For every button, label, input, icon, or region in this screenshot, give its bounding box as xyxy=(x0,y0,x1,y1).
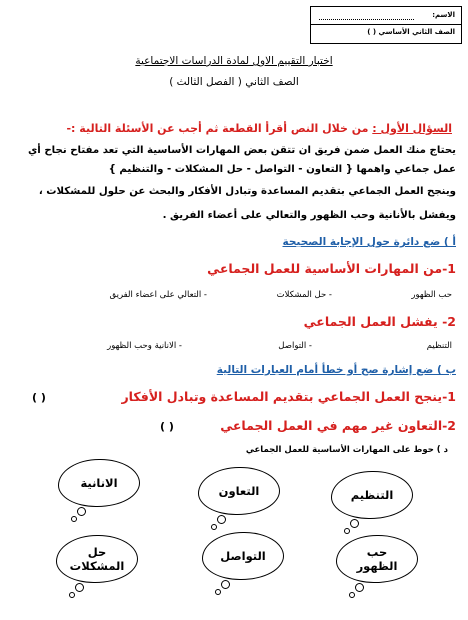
part-b-heading: ب ) ضع إشارة صح أو خطأ أمام العبارات التالية xyxy=(216,364,456,376)
cloud-option[interactable]: حب الظهور xyxy=(336,535,418,583)
option[interactable]: التنظيم xyxy=(426,341,452,351)
exam-title: اختبار التقييم الاول لمادة الدراسات الاجتماعية xyxy=(135,55,333,67)
exam-subtitle: الصف الثاني ( الفصل الثالث ) xyxy=(169,76,299,88)
part-a-question-2: 2- يفشل العمل الجماعي xyxy=(303,314,456,329)
part-a-q2-options xyxy=(16,341,452,355)
passage-line-2: عمل جماعي واهمها { التعاون - التواصل - حل المشكلات - والتنظيم } xyxy=(108,164,456,175)
passage-line-1: يحتاج منك العمل ضمن فريق ان تتقن بعض المهارات الأساسية التي تعد مفتاح نجاح أي xyxy=(27,145,456,156)
cloud-option[interactable]: التواصل xyxy=(202,532,284,580)
student-info-box xyxy=(310,6,462,44)
option[interactable]: - الانانية وحب الظهور xyxy=(107,341,182,351)
cloud-option[interactable]: التعاون xyxy=(198,467,280,515)
part-b-statement-1: 1-ينجح العمل الجماعي بتقديم المساعدة وتبادل الأفكار xyxy=(121,389,456,404)
info-divider xyxy=(311,24,461,25)
option[interactable]: حب الظهور xyxy=(411,290,452,300)
part-a-q1-options xyxy=(16,290,452,304)
class-label: الصف الثاني الأساسي ( ) xyxy=(367,28,455,36)
cloud-option[interactable]: الانانية xyxy=(58,459,140,507)
passage-line-4: ويفشل بالأنانية وحب الظهور والتعالي على أعضاء الفريق . xyxy=(162,210,456,221)
answer-box-1[interactable]: ( ) xyxy=(32,391,46,404)
question-1-heading: السؤال الأول : من خلال النص أقرأ القطعة ثم أجب عن الأسئلة التالية :- xyxy=(66,122,452,135)
answer-box-2[interactable]: ( ) xyxy=(160,420,174,433)
cloud-option[interactable]: حل المشكلات xyxy=(56,535,138,583)
option[interactable]: - حل المشكلات xyxy=(276,290,332,300)
option[interactable]: - التواصل xyxy=(278,341,312,351)
part-a-heading: أ ) ضع دائرة حول الإجابة الصحيحة xyxy=(282,236,456,248)
name-label: الاسم: xyxy=(432,11,455,19)
option[interactable]: - التعالي على اعضاء الفريق xyxy=(109,290,207,300)
part-a-question-1: 1-من المهارات الأساسية للعمل الجماعي xyxy=(207,261,456,276)
cloud-option[interactable]: التنظيم xyxy=(331,471,413,519)
name-line xyxy=(319,19,414,20)
passage-line-3: وينجح العمل الجماعي بتقديم المساعدة وتبادل الأفكار والبحث عن حلول للمشكلات ، xyxy=(38,186,456,197)
part-b-statement-2: 2-التعاون غير مهم في العمل الجماعي xyxy=(220,418,456,433)
part-d-heading: د ) حوط على المهارات الأساسية للعمل الجماعي xyxy=(245,445,448,455)
